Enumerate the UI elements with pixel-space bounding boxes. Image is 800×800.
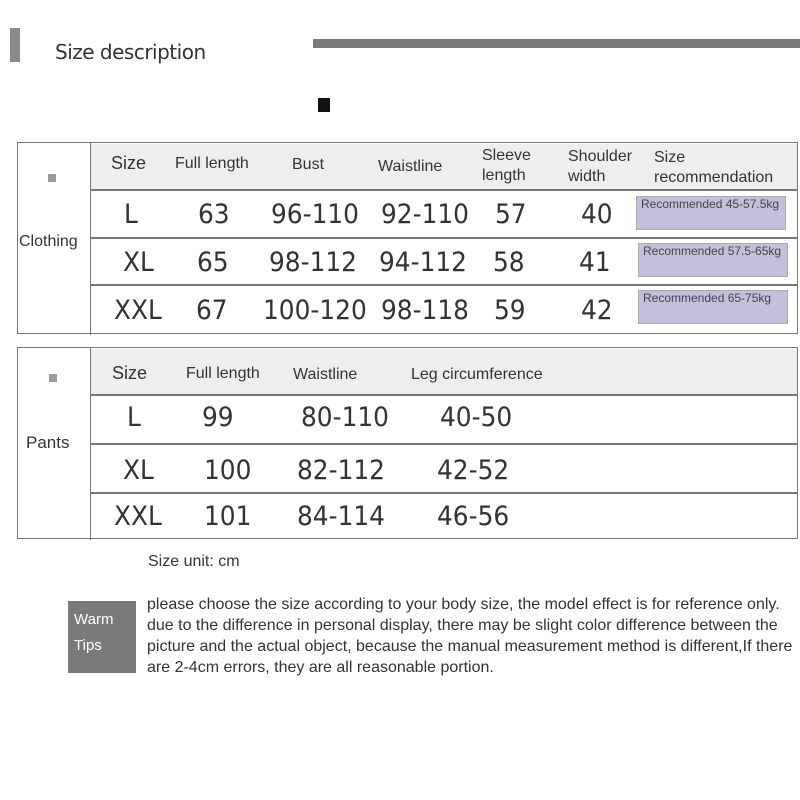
cell-leg: 42-52 [437, 455, 510, 486]
cell-size: XXL [114, 501, 162, 532]
col-header-shoulder-width: Shoulder width [568, 148, 633, 185]
col-header-size: Size [111, 153, 147, 173]
divider [91, 492, 797, 494]
clothing-bullet-icon [48, 174, 56, 182]
cell-shoulder: 42 [581, 295, 613, 326]
cell-sleeve: 57 [495, 199, 527, 230]
col-header-sleeve-length: Sleeve length [482, 147, 531, 184]
cell-recommendation: Recommended 65-75kg [638, 290, 788, 324]
pants-bullet-icon [49, 374, 57, 382]
col-header-waistline: Waistline [378, 158, 443, 175]
warm-tips-text: please choose the size according to your body size, the model effect is for reference only. due to the difference in personal display, there may be slight color difference between the picture and the actual object, because the manual measurement method is different,If there are 2-4cm errors, they are all reasonable portion. [147, 596, 793, 676]
warm-tips-label-line1: Warm [74, 611, 114, 628]
cell-shoulder: 40 [581, 199, 613, 230]
pants-label: Pants [26, 433, 70, 452]
page-title: Size description [55, 40, 206, 64]
divider [91, 443, 797, 445]
col-header-size: Size [112, 363, 148, 383]
cell-size: XL [123, 247, 154, 278]
title-divider [313, 39, 800, 48]
cell-bust: 96-110 [271, 199, 359, 230]
cell-size: L [127, 402, 141, 433]
size-unit-note: Size unit: cm [148, 553, 240, 570]
cell-waistline: 92-110 [381, 199, 469, 230]
cell-recommendation: Recommended 45-57.5kg [636, 196, 786, 230]
cell-bust: 100-120 [263, 295, 367, 326]
cell-size: L [124, 199, 138, 230]
col-header-size-recommendation: Size recommendation [654, 149, 774, 186]
cell-waistline: 98-118 [381, 295, 469, 326]
cell-waistline: 82-112 [297, 455, 385, 486]
cell-size: XXL [114, 295, 162, 326]
cell-full-length: 101 [204, 501, 252, 532]
cell-full-length: 63 [198, 199, 230, 230]
col-header-full-length: Full length [175, 155, 249, 172]
cell-full-length: 67 [196, 295, 228, 326]
divider [91, 394, 797, 396]
cell-waistline: 80-110 [301, 402, 389, 433]
clothing-label: Clothing [19, 233, 78, 250]
cell-full-length: 65 [197, 247, 229, 278]
cell-size: XL [123, 455, 154, 486]
cell-full-length: 99 [202, 402, 234, 433]
col-header-full-length: Full length [186, 365, 260, 382]
cell-waistline: 84-114 [297, 501, 385, 532]
title-accent-bar [10, 28, 20, 62]
cell-leg: 46-56 [437, 501, 510, 532]
cell-shoulder: 41 [579, 247, 611, 278]
divider [91, 189, 797, 191]
decorative-square [318, 98, 330, 112]
col-header-bust: Bust [292, 156, 325, 173]
divider [91, 237, 797, 239]
col-header-leg-circumference: Leg circumference [411, 366, 543, 383]
cell-recommendation: Recommended 57.5-65kg [638, 243, 788, 277]
cell-full-length: 100 [204, 455, 252, 486]
col-header-waistline: Waistline [293, 366, 358, 383]
cell-waistline: 94-112 [379, 247, 467, 278]
cell-sleeve: 59 [494, 295, 526, 326]
divider [91, 284, 797, 286]
cell-leg: 40-50 [440, 402, 513, 433]
cell-sleeve: 58 [493, 247, 525, 278]
warm-tips-badge [68, 601, 136, 673]
warm-tips-label-line2: Tips [74, 637, 102, 654]
cell-bust: 98-112 [269, 247, 357, 278]
